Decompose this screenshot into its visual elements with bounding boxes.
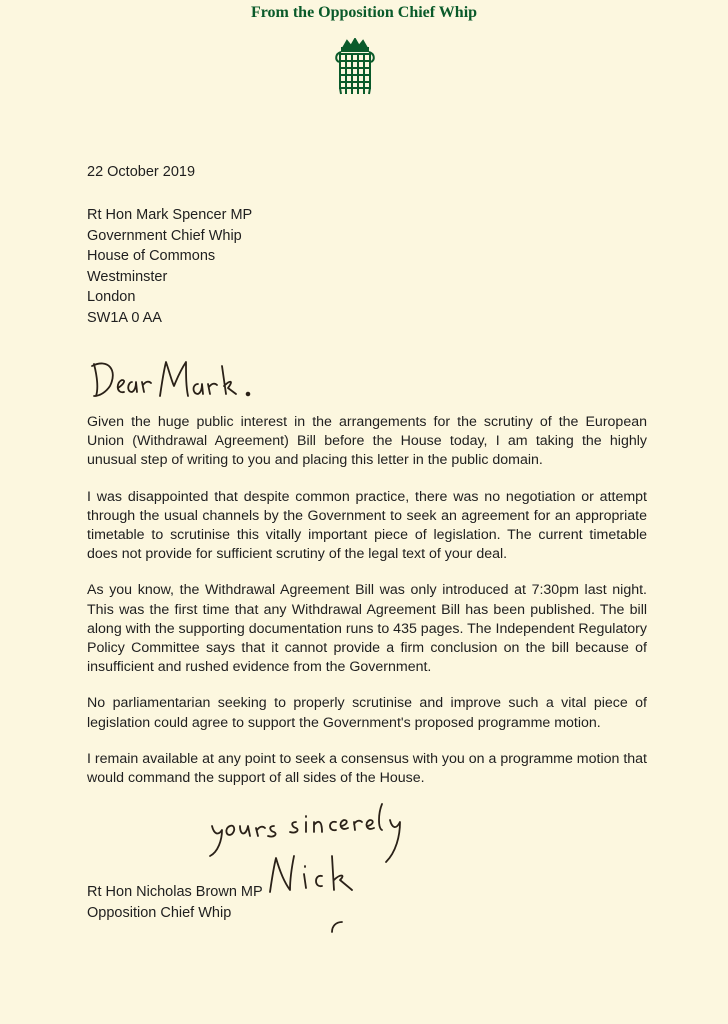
address-line: Westminster: [87, 268, 168, 285]
recipient-address: [87, 205, 252, 329]
handwritten-salutation: [88, 352, 268, 404]
address-line: SW1A 0 AA: [87, 309, 162, 326]
handwritten-mark: [328, 918, 348, 938]
address-line: House of Commons: [87, 248, 216, 265]
address-line: Government Chief Whip: [87, 227, 242, 244]
sender-block: [87, 882, 263, 924]
letter-date: 22 October 2019: [87, 164, 196, 180]
address-line: Rt Hon Mark Spencer MP: [87, 207, 253, 223]
body-paragraph: I was disappointed that despite common practice, there was no negotiation or attempt through the usual channels by the Government to seek an agreement for an appropriate timetable to scrutinise this vitally important piece of legislation. The current timetable does not provide for sufficient scrutiny of the legal text of your deal.: [87, 488, 647, 563]
handwritten-signature: [262, 848, 382, 908]
sender-title: Opposition Chief Whip: [87, 905, 232, 921]
body-paragraph: No parliamentarian seeking to properly scrutinise and improve such a vital piece of legislation could agree to support the Government's proposed programme motion.: [87, 695, 647, 731]
body-paragraph: I remain available at any point to seek a consensus with you on a programme motion that would command the support of all sides of the House.: [87, 750, 647, 787]
letterhead-title: From the Opposition Chief Whip: [250, 4, 478, 21]
body-paragraph: Given the huge public interest in the arrangements for the scrutiny of the European Union (Withdrawal Agreement) Bill before the House today, I am taking the highly unusual step of writing to you and placing this letter in the public domain.: [87, 414, 647, 469]
portcullis-icon: [333, 38, 377, 96]
address-line: London: [87, 289, 136, 306]
sender-name: Rt Hon Nicholas Brown MP: [87, 884, 263, 900]
body-paragraph: As you know, the Withdrawal Agreement Bill was only introduced at 7:30pm last night. This was the first time that any Withdrawal Agreement Bill has been published. The bill along with the supporting documentation runs to 435 pages. The Independent Regulatory Policy Committee says that it cannot provide a firm conclusion on the bill because of insufficient and rushed evidence from the Government.: [87, 582, 647, 676]
letter-body: [87, 413, 647, 805]
